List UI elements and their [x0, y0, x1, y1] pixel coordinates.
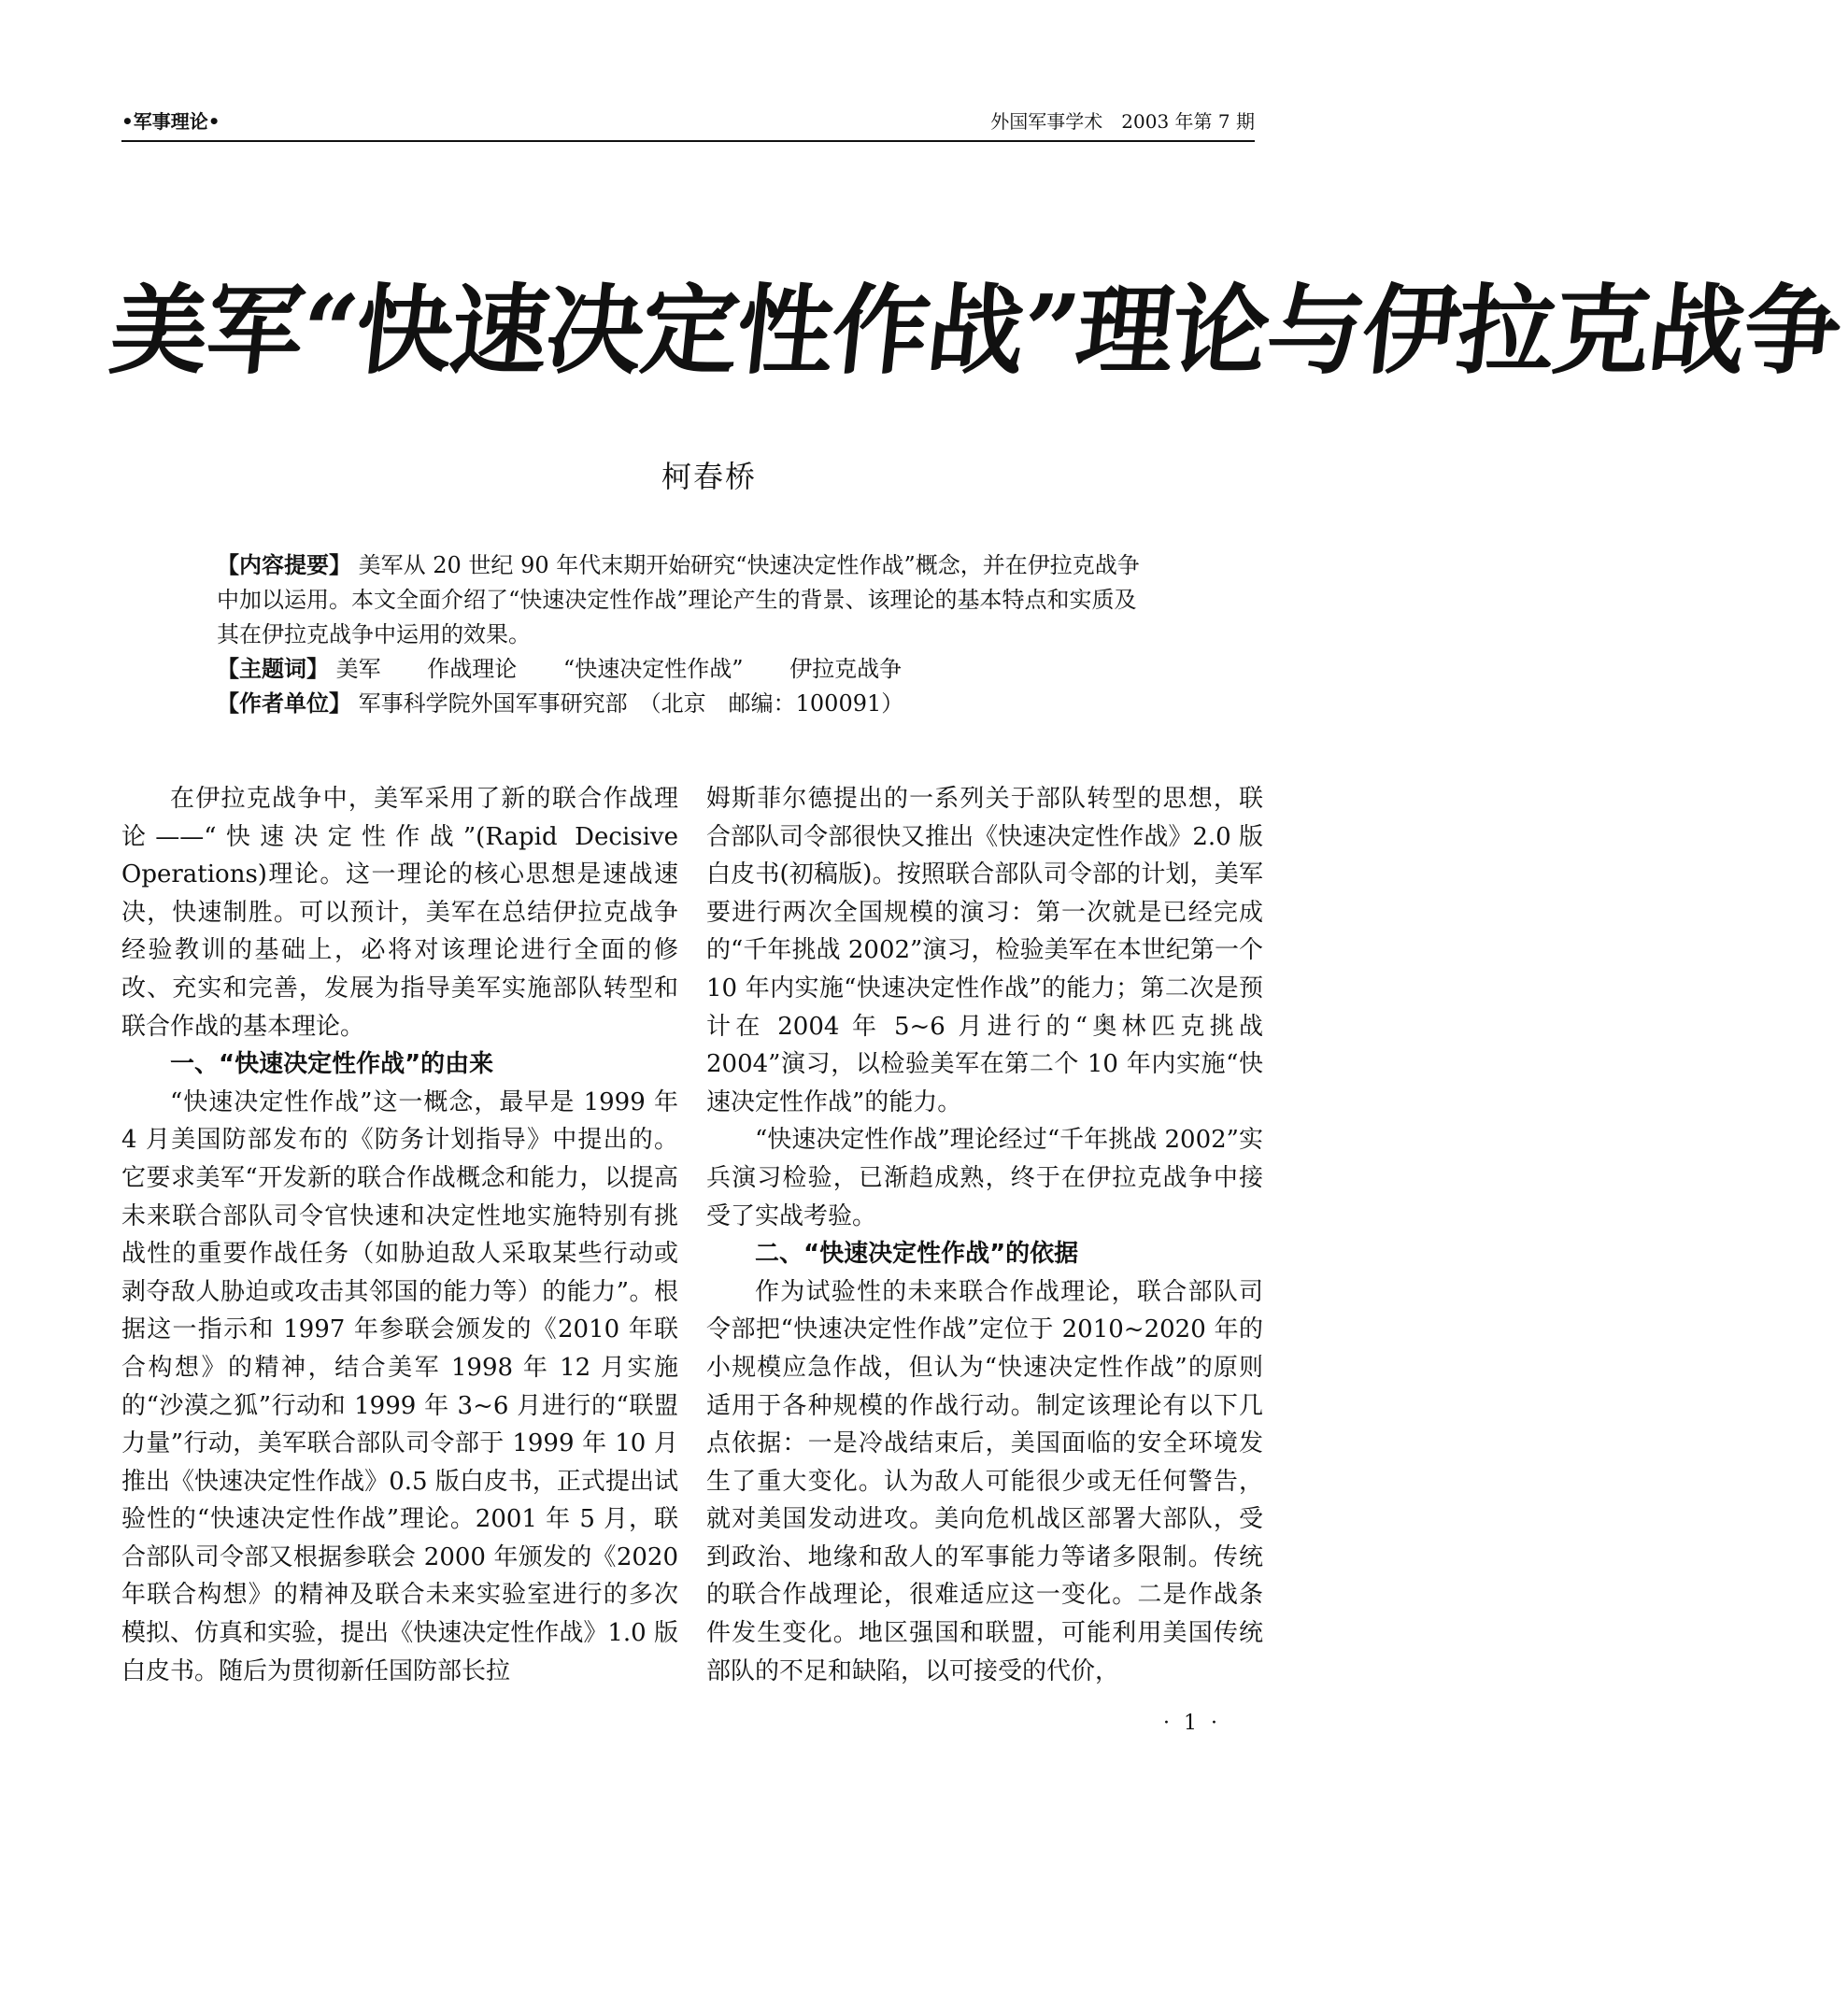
- body-paragraph: 作为试验性的未来联合作战理论，联合部队司令部把“快速决定性作战”定位于 2010~2020 年的小规模应急作战，但认为“快速决定性作战”的原则适用于各种规模的作战行动。制定该理论有以下几点依据：一是冷战结束后，美国面临的安全环境发生了重大变化。认为敌人可能很少或无任何警告，就对美国发动进攻。美向危机战区部署大部队，受到政治、地缘和敌人的军事能力等诸多限制。传统的联合作战理论，很难适应这一变化。二是作战条件发生变化。地区强国和联盟，可能利用美国传统部队的不足和缺陷，以可接受的代价，: [706, 1277, 1263, 1685]
- article-title: 美军“快速决定性作战”理论与伊拉克战争: [105, 273, 1846, 388]
- body-column-left: [121, 780, 678, 1690]
- section-heading: 二、“快速决定性作战”的依据: [755, 1240, 1079, 1269]
- affiliation-line: [217, 687, 1159, 721]
- author-name: 柯春桥: [661, 459, 757, 494]
- keywords-label: 【主题词】: [217, 656, 329, 682]
- journal-issue: 外国军事学术 2003 年第 7 期: [990, 110, 1255, 133]
- body-paragraph: 姆斯菲尔德提出的一系列关于部队转型的思想，联合部队司令部很快又推出《快速决定性作战》2.0 版白皮书(初稿版)。按照联合部队司令部的计划，美军要进行两次全国规模的演习：第一次就是已经完成的“千年挑战 2002”演习，检验美军在本世纪第一个 10 年内实施“快速决定性作战”的能力；第二次是预计在 2004 年 5~6 月进行的“奥林匹克挑战 2004”演习，以检验美军在第二个 10 年内实施“快速决定性作战”的能力。: [706, 785, 1263, 1116]
- running-header: [121, 103, 1255, 142]
- keywords-line: [217, 652, 1159, 687]
- section-label: •军事理论•: [121, 110, 220, 133]
- abstract-block: [217, 548, 1159, 721]
- keyword: “快速决定性作战”: [562, 656, 744, 682]
- summary-text: 美军从 20 世纪 90 年代末期开始研究“快速决定性作战”概念，并在伊拉克战争中加以运用。本文全面介绍了“快速决定性作战”理论产生的背景、该理论的基本特点和实质及其在伊拉克战争中运用的效果。: [217, 552, 1140, 647]
- summary-label: 【内容提要】: [217, 552, 351, 578]
- keyword: 伊拉克战争: [789, 656, 903, 682]
- section-heading: 一、“快速决定性作战”的由来: [170, 1050, 494, 1079]
- body-paragraph: “快速决定性作战”理论经过“千年挑战 2002”实兵演习检验，已渐趋成熟，终于在伊拉克战争中接受了实战考验。: [706, 1126, 1263, 1230]
- affiliation-label: 【作者单位】: [217, 690, 351, 717]
- keyword: 作战理论: [427, 656, 518, 682]
- abstract-summary: [217, 548, 1159, 652]
- affiliation-text: 军事科学院外国军事研究部 （北京 邮编：100091）: [358, 690, 904, 717]
- body-paragraph: 在伊拉克战争中，美军采用了新的联合作战理论——“快速决定性作战”(Rapid Decisive Operations)理论。这一理论的核心思想是速战速决，快速制胜。可以预计，美军在总结伊拉克战争经验教训的基础上，必将对该理论进行全面的修改、充实和完善，发展为指导美军实施部队转型和联合作战的基本理论。: [121, 785, 678, 1041]
- body-column-right: [706, 780, 1263, 1690]
- body-paragraph: “快速决定性作战”这一概念，最早是 1999 年 4 月美国防部发布的《防务计划指导》中提出的。它要求美军“开发新的联合作战概念和能力，以提高未来联合部队司令官快速和决定性地实施特别有挑战性的重要作战任务（如胁迫敌人采取某些行动或剥夺敌人胁迫或攻击其邻国的能力等）的能力”。根据这一指示和 1997 年参联会颁发的《2010 年联合构想》的精神，结合美军 1998 年 12 月实施的“沙漠之狐”行动和 1999 年 3~6 月进行的“联盟力量”行动，美军联合部队司令部于 1999 年 10 月推出《快速决定性作战》0.5 版白皮书，正式提出试验性的“快速决定性作战”理论。2001 年 5 月，联合部队司令部又根据参联会 2000 年颁发的《2020 年联合构想》的精神及联合未来实验室进行的多次模拟、仿真和实验，提出《快速决定性作战》1.0 版白皮书。随后为贯彻新任国防部长拉: [121, 1087, 678, 1685]
- keyword: 美军: [335, 656, 381, 682]
- page-number: · 1 ·: [1163, 1712, 1221, 1735]
